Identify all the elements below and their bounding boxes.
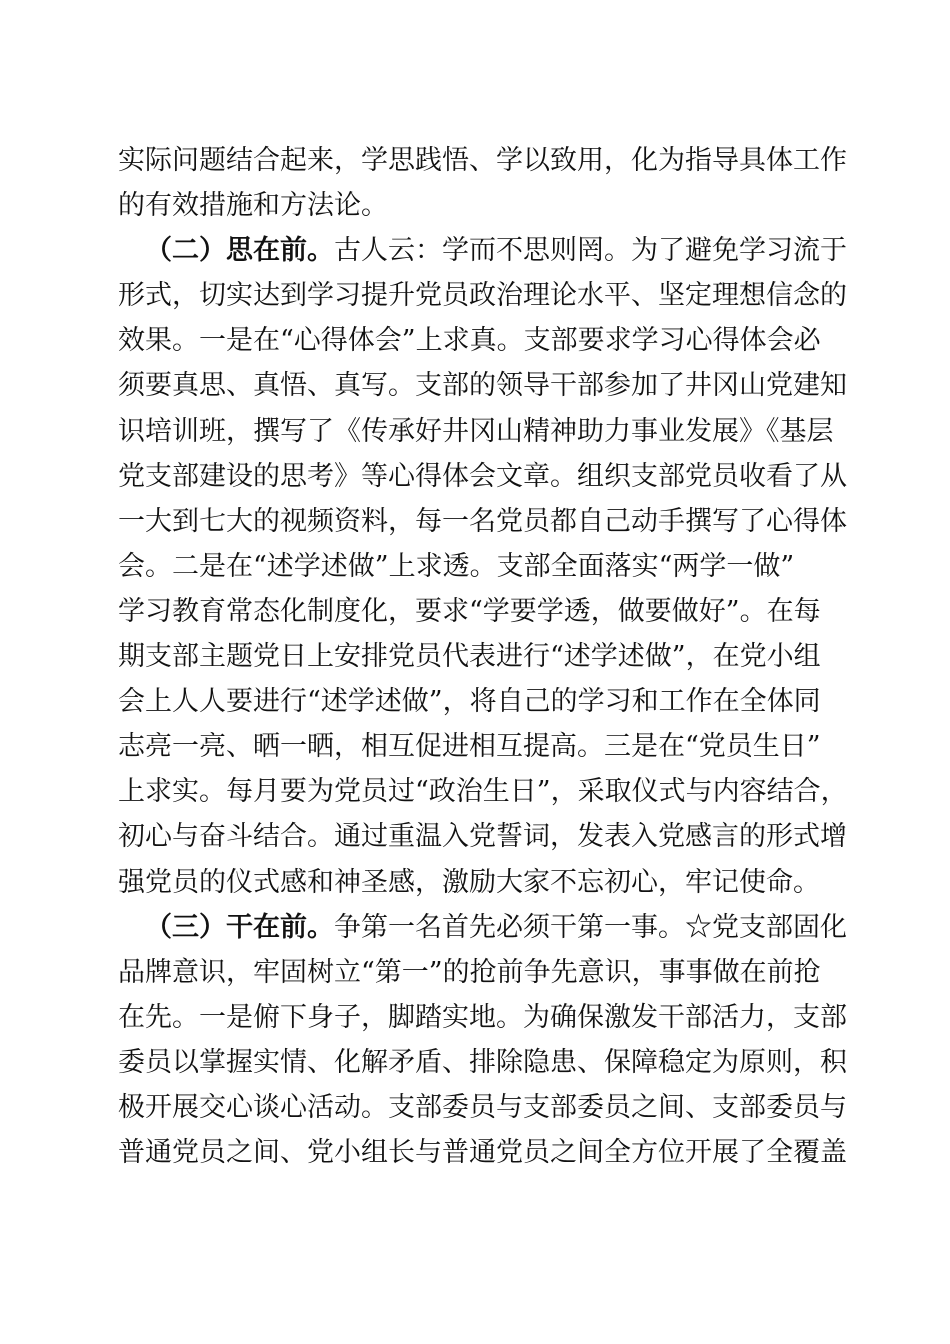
text-line: 的有效措施和方法论。	[118, 190, 388, 222]
text-line: 在先。一是俯下身子，脚踏实地。为确保激发干部活力，支部	[118, 1001, 847, 1033]
text-line: 会上人人要进行“述学述做”，将自己的学习和工作在全体同	[118, 686, 821, 718]
text-line: 形式，切实达到学习提升党员政治理论水平、坚定理想信念的	[118, 280, 847, 312]
paragraph-si-zai-qian	[118, 228, 848, 904]
text-line: 一大到七大的视频资料，每一名党员都自己动手撰写了心得体	[118, 505, 847, 537]
text-line: 须要真思、真悟、真写。支部的领导干部参加了井冈山党建知	[118, 370, 847, 402]
text-line: 会。二是在“述学述做”上求透。支部全面落实“两学一做”	[118, 550, 795, 582]
text-line: 品牌意识，牢固树立“第一”的抢前争先意识，事事做在前抢	[118, 956, 821, 988]
text-run: 争第一名首先必须干第一事。☆党支部固化	[334, 911, 847, 943]
text-line: 委员以掌握实情、化解矛盾、排除隐患、保障稳定为原则，积	[118, 1046, 847, 1078]
section-heading: （三）干在前。	[145, 911, 334, 943]
text-line: 党支部建设的思考》等心得体会文章。组织支部党员收看了从	[118, 460, 847, 492]
text-line: 强党员的仪式感和神圣感，激励大家不忘初心，牢记使命。	[118, 866, 820, 898]
text-line: 识培训班，撰写了《传承好井冈山精神助力事业发展》《基层	[118, 415, 834, 447]
text-line: 普通党员之间、党小组长与普通党员之间全方位开展了全覆盖	[118, 1137, 847, 1169]
paragraph-first-line	[118, 905, 847, 950]
text-line: 学习教育常态化制度化，要求“学要学透，做要做好”。在每	[118, 595, 821, 627]
text-run: 古人云：学而不思则罔。为了避免学习流于	[334, 235, 847, 267]
text-line: 极开展交心谈心活动。支部委员与支部委员之间、支部委员与	[118, 1091, 847, 1123]
text-line: 期支部主题党日上安排党员代表进行“述学述做”，在党小组	[118, 641, 821, 673]
document-body	[118, 138, 848, 1175]
text-line: 实际问题结合起来，学思践悟、学以致用，化为指导具体工作	[118, 145, 847, 176]
paragraph-continuation	[118, 138, 847, 228]
text-line: 志亮一亮、晒一晒，相互促进相互提高。三是在“党员生日”	[118, 731, 821, 763]
paragraph-gan-zai-qian	[118, 905, 847, 1176]
text-line: 初心与奋斗结合。通过重温入党誓词，发表入党感言的形式增	[118, 821, 847, 853]
paragraph-first-line	[118, 228, 847, 273]
text-line: 效果。一是在“心得体会”上求真。支部要求学习心得体会必	[118, 325, 821, 357]
section-heading: （二）思在前。	[145, 235, 334, 267]
text-line: 上求实。每月要为党员过“政治生日”，采取仪式与内容结合，	[118, 776, 848, 808]
